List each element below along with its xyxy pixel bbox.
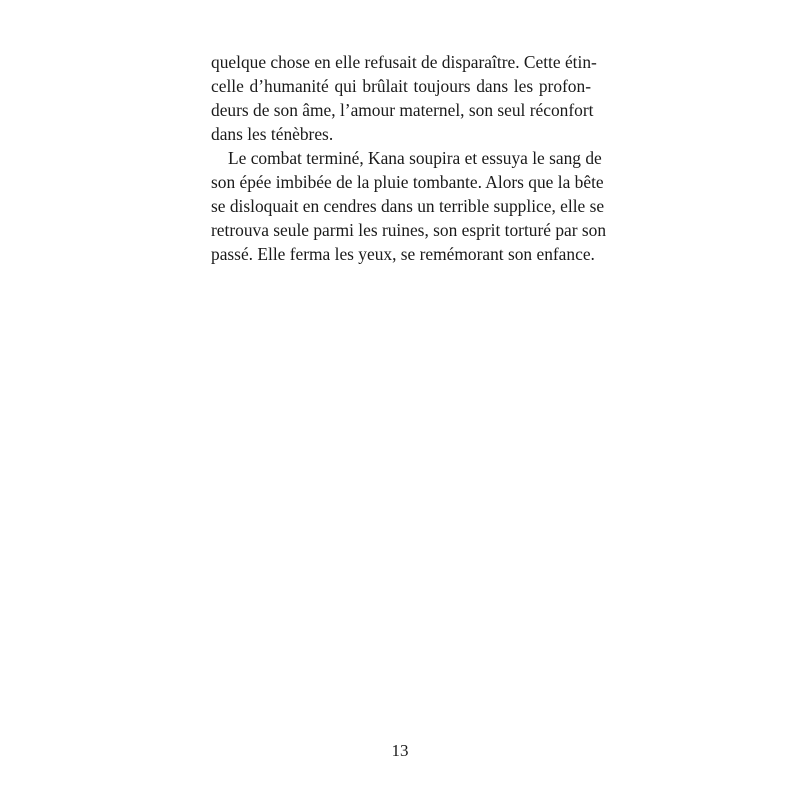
text-line: passé. Elle ferma les yeux, se remémorant son enfance. xyxy=(211,244,595,264)
text-line: se disloquait en cendres dans un terrible supplice, elle se xyxy=(211,196,605,216)
paragraph-1 xyxy=(211,50,597,146)
text-line: quelque chose en elle refusait de disparaître. Cette étin- xyxy=(211,52,597,72)
paragraph-2 xyxy=(211,146,607,266)
text-line: deurs de son âme, l’amour maternel, son seul réconfort xyxy=(211,100,594,120)
text-line: son épée imbibée de la pluie tombante. Alors que la bête xyxy=(211,172,604,192)
text-line: retrouva seule parmi les ruines, son esprit torturé par son xyxy=(211,220,607,240)
text-line: celle d’humanité qui brûlait toujours dans les profon- xyxy=(211,76,591,96)
page-number: 13 xyxy=(391,741,409,760)
body-text xyxy=(211,50,607,266)
text-line: Le combat terminé, Kana soupira et essuya le sang de xyxy=(228,148,602,168)
text-line: dans les ténèbres. xyxy=(211,124,334,144)
